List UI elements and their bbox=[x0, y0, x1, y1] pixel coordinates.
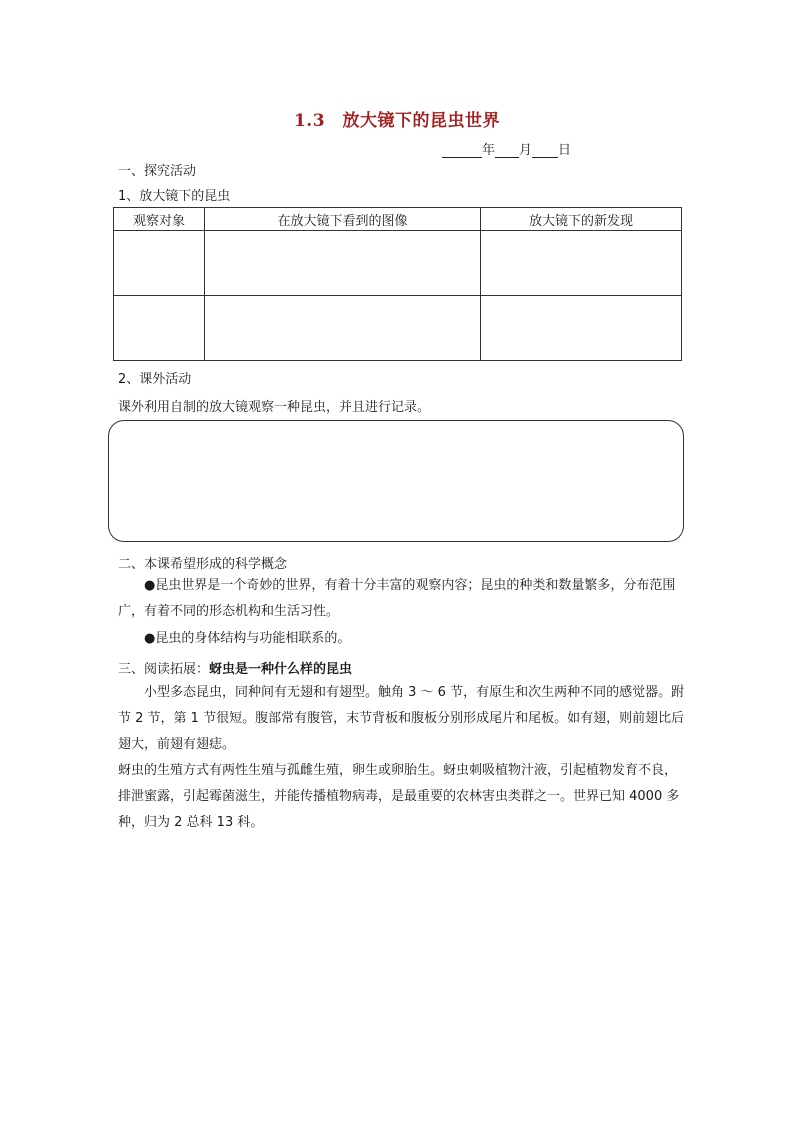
table-cell[interactable] bbox=[114, 296, 205, 361]
record-box[interactable] bbox=[108, 420, 684, 542]
table-cell[interactable] bbox=[205, 296, 481, 361]
month-label: 月 bbox=[519, 143, 533, 158]
page-title: 1.3 放大镜下的昆虫世界 bbox=[293, 111, 501, 131]
table-cell[interactable] bbox=[205, 231, 481, 296]
observation-table bbox=[113, 207, 682, 361]
table-row bbox=[114, 231, 682, 296]
concept-bullet-2: ●昆虫的身体结构与功能相联系的。 bbox=[144, 631, 351, 646]
section1-sub1: 1、放大镜下的昆虫 bbox=[118, 189, 231, 204]
reading-paragraph-2: 蚜虫的生殖方式有两性生殖与孤雌生殖，卵生或卵胎生。蚜虫刺吸植物汁液，引起植物发育不良，排泄蜜露，引起霉菌滋生，并能传播植物病毒，是最重要的农林害虫类群之一。世界已知 4000 多种，归为 2 总科 13 科。 bbox=[118, 763, 680, 830]
activity-instruction: 课外利用自制的放大镜观察一种昆虫，并且进行记录。 bbox=[118, 400, 431, 415]
day-blank[interactable] bbox=[532, 143, 558, 158]
section3-heading-prefix: 三、阅读拓展： bbox=[118, 662, 210, 677]
section2-heading: 二、本课希望形成的科学概念 bbox=[118, 557, 288, 572]
section1-sub2: 2、课外活动 bbox=[118, 372, 192, 387]
month-blank[interactable] bbox=[495, 143, 519, 158]
concept-bullet-1: ●昆虫世界是一个奇妙的世界，有着十分丰富的观察内容；昆虫的种类和数量繁多，分布范围广，有着不同的形态机构和生活习性。 bbox=[118, 578, 676, 619]
date-line bbox=[442, 139, 571, 158]
table-header-cell: 在放大镜下看到的图像 bbox=[205, 208, 481, 231]
reading-paragraph-1: 小型多态昆虫，同种间有无翅和有翅型。触角 3 ～ 6 节，有原生和次生两种不同的感觉器。跗节 2 节，第 1 节很短。腹部常有腹管，末节背板和腹板分别形成尾片和尾板。如有翅，则前翅比后翅大，前翅有翅痣。 bbox=[118, 685, 685, 752]
section3-heading bbox=[118, 658, 352, 677]
day-label: 日 bbox=[558, 143, 572, 158]
table-cell[interactable] bbox=[481, 231, 682, 296]
table-cell[interactable] bbox=[481, 296, 682, 361]
table-header-row bbox=[114, 208, 682, 231]
section3-heading-title: 蚜虫是一种什么样的昆虫 bbox=[209, 662, 353, 677]
table-cell[interactable] bbox=[114, 231, 205, 296]
table-header-cell: 观察对象 bbox=[114, 208, 205, 231]
year-blank[interactable] bbox=[442, 143, 482, 158]
table-header-cell: 放大镜下的新发现 bbox=[481, 208, 682, 231]
year-label: 年 bbox=[482, 143, 496, 158]
table-row bbox=[114, 296, 682, 361]
section1-heading: 一、探究活动 bbox=[118, 164, 197, 179]
